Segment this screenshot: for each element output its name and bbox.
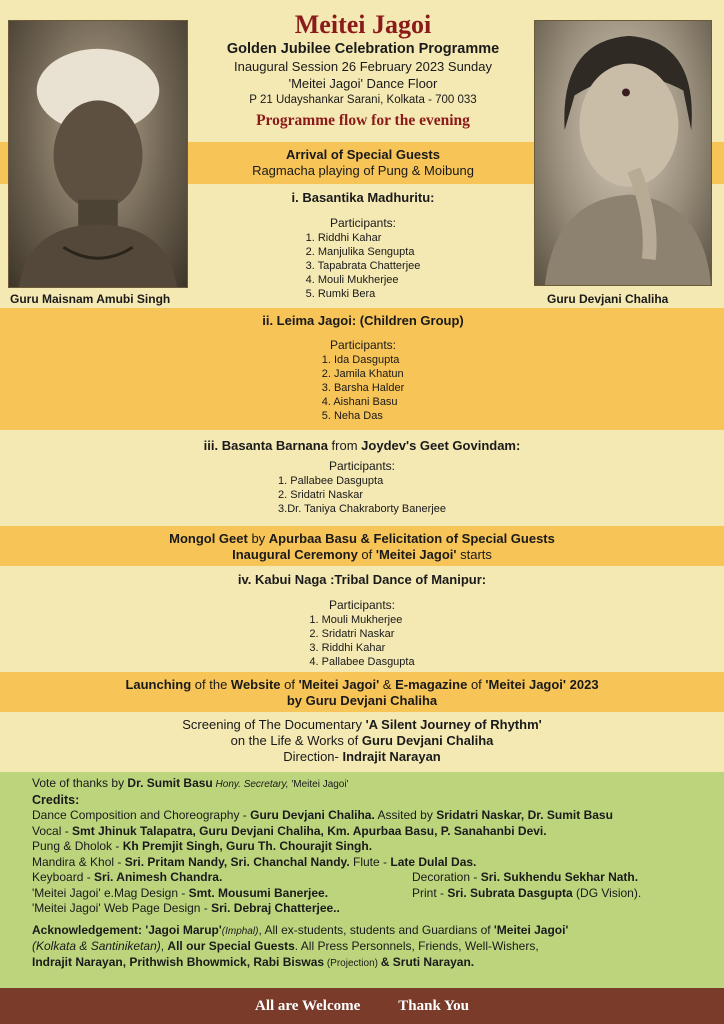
credit-emag-row bbox=[32, 886, 702, 902]
keyboard-a: Keyboard - bbox=[32, 870, 95, 884]
ack-k: (Projection) bbox=[324, 957, 381, 969]
item3-title-b: from bbox=[327, 438, 362, 453]
print-a: Print - bbox=[412, 885, 448, 900]
item3-title-a: iii. Basanta Barnana bbox=[203, 438, 328, 453]
header bbox=[190, 10, 536, 130]
credit-dance bbox=[32, 808, 702, 824]
address-line: P 21 Udayshankar Sarani, Kolkata - 700 033 bbox=[249, 94, 477, 106]
mongol-line1 bbox=[0, 531, 724, 547]
launch-e: 'Meitei Jagoi' bbox=[298, 677, 380, 692]
vote-of-thanks bbox=[32, 776, 702, 793]
page-title: Meitei Jagoi bbox=[294, 10, 432, 39]
left-photo-caption: Guru Maisnam Amubi Singh bbox=[10, 292, 171, 306]
launch-d: of bbox=[280, 677, 299, 692]
keyboard-b: Sri. Animesh Chandra. bbox=[94, 870, 223, 884]
mongol-f: 'Meitei Jagoi' bbox=[375, 547, 457, 562]
dance-b: Guru Devjani Chaliha. bbox=[250, 808, 375, 822]
screening-c: on the Life & Works of bbox=[230, 733, 362, 748]
dance-d: Sridatri Naskar, Dr. Sumit Basu bbox=[436, 808, 613, 822]
welcome-text: All are Welcome bbox=[255, 997, 361, 1014]
participant: 3. Tapabrata Chatterjee bbox=[305, 259, 421, 272]
ack-l: & Sruti Narayan. bbox=[380, 954, 475, 969]
arrival-line: Ragmacha playing of Pung & Moibung bbox=[252, 163, 474, 178]
vote-b: Dr. Sumit Basu bbox=[127, 776, 213, 790]
item2-title: ii. Leima Jagoi: (Children Group) bbox=[262, 313, 464, 328]
vocal-a: Vocal - bbox=[32, 823, 73, 838]
thank-you-text: Thank You bbox=[398, 997, 469, 1014]
screening-d: Guru Devjani Chaliha bbox=[361, 733, 494, 748]
screening-a: Screening of The Documentary bbox=[182, 717, 366, 732]
item4-participants-label: Participants: bbox=[328, 598, 396, 612]
mongol-b: by bbox=[247, 531, 269, 546]
launch-line1 bbox=[0, 677, 724, 693]
screening-line2 bbox=[0, 733, 724, 749]
pung-a: Pung & Dholok - bbox=[32, 839, 123, 853]
credit-pung bbox=[32, 839, 702, 855]
participant: 3. Barsha Halder bbox=[321, 381, 405, 394]
credit-keyboard-row bbox=[32, 870, 702, 886]
mongol-c: Apurbaa Basu & Felicitation of Special Guests bbox=[268, 531, 555, 546]
credits-section bbox=[32, 776, 702, 971]
acknowledgement-line2 bbox=[32, 939, 702, 955]
emag-b: Smt. Mousumi Banerjee. bbox=[188, 885, 329, 900]
ack-a: Acknowledgement: bbox=[32, 922, 146, 937]
screening-b: 'A Silent Journey of Rhythm' bbox=[365, 717, 542, 732]
mongol-g: starts bbox=[456, 547, 492, 562]
launch-c: Website bbox=[230, 677, 281, 692]
launch-i: 'Meitei Jagoi' 2023 bbox=[485, 677, 599, 692]
item3-participants-label: Participants: bbox=[328, 459, 396, 473]
credit-web bbox=[32, 901, 702, 917]
flute-a: Flute - bbox=[349, 854, 391, 869]
item2-participants bbox=[322, 353, 405, 423]
item-kabui-naga bbox=[0, 572, 724, 670]
participant: 1. Pallabee Dasgupta bbox=[278, 474, 384, 487]
participant: 3. Riddhi Kahar bbox=[309, 641, 386, 654]
ack-b: 'Jagoi Marup' bbox=[145, 922, 222, 937]
print-c: (DG Vision). bbox=[572, 885, 642, 900]
participant: 1. Mouli Mukherjee bbox=[309, 613, 403, 626]
mongol-d: Inaugural Ceremony bbox=[232, 547, 358, 562]
item1-title: i. Basantika Madhuritu: bbox=[291, 190, 435, 205]
participant: 3.Dr. Taniya Chakraborty Banerjee bbox=[278, 502, 446, 515]
right-photo-caption: Guru Devjani Chaliha bbox=[547, 292, 669, 306]
participant: 1. Riddhi Kahar bbox=[305, 231, 382, 244]
participant: 5. Rumki Bera bbox=[305, 287, 376, 300]
vocal-b: Smt Jhinuk Talapatra, Guru Devjani Chaliha, Km. Apurbaa Basu, P. Sanahanbi Devi. bbox=[72, 823, 547, 838]
participant: 1. Ida Dasgupta bbox=[321, 353, 400, 366]
guru-amubi-singh-photo bbox=[8, 20, 188, 288]
ack-f: (Kolkata & Santiniketan) bbox=[32, 939, 161, 953]
item3-participants bbox=[278, 474, 446, 516]
dance-c: Assited by bbox=[374, 808, 437, 822]
participant: 2. Jamila Khatun bbox=[321, 367, 404, 380]
mongol-e: of bbox=[357, 547, 376, 562]
credit-vocal bbox=[32, 824, 702, 840]
programme-flow-heading: Programme flow for the evening bbox=[256, 112, 470, 129]
mongol-geet-section bbox=[0, 531, 724, 563]
ack-c: (Imphal) bbox=[221, 925, 259, 937]
launch-a: Launching bbox=[125, 677, 192, 692]
participant: 5. Neha Das bbox=[321, 409, 383, 422]
launch-f: & bbox=[379, 677, 396, 692]
vote-c: Hony. Secretary, bbox=[212, 779, 289, 790]
launch-section bbox=[0, 677, 724, 709]
mandira-a: Mandira & Khol - bbox=[32, 854, 125, 869]
item-leima-jagoi bbox=[190, 313, 536, 424]
emag-a: 'Meitei Jagoi' e.Mag Design - bbox=[32, 885, 189, 900]
participant: 2. Manjulika Sengupta bbox=[305, 245, 415, 258]
ack-j: Indrajit Narayan, Prithwish Bhowmick, Rabi Biswas bbox=[32, 954, 325, 969]
pung-b: Kh Premjit Singh, Guru Th. Chourajit Singh. bbox=[122, 839, 373, 853]
ack-h: All our Special Guests bbox=[167, 939, 295, 953]
print-b: Sri. Subrata Dasgupta bbox=[447, 885, 573, 900]
guru-devjani-chaliha-photo bbox=[534, 20, 712, 286]
web-a: 'Meitei Jagoi' Web Page Design - bbox=[32, 901, 212, 915]
flute-b: Late Dulal Das. bbox=[390, 854, 477, 869]
screening-line3 bbox=[0, 749, 724, 765]
launch-line2: by Guru Devjani Chaliha bbox=[286, 693, 438, 708]
item1-participants-label: Participants: bbox=[329, 216, 397, 230]
item3-title bbox=[0, 438, 724, 454]
mandira-b: Sri. Pritam Nandy, Sri. Chanchal Nandy. bbox=[124, 854, 350, 869]
item-basantika bbox=[190, 190, 536, 302]
participant: 2. Sridatri Naskar bbox=[309, 627, 395, 640]
mongol-line2 bbox=[0, 547, 724, 563]
web-b: Sri. Debraj Chatterjee.. bbox=[211, 901, 340, 915]
vote-a: Vote of thanks by bbox=[32, 776, 128, 790]
mongol-a: Mongol Geet bbox=[169, 531, 248, 546]
ack-e: 'Meitei Jagoi' bbox=[493, 922, 569, 937]
screening-e: Direction- bbox=[283, 749, 343, 764]
participant: 4. Aishani Basu bbox=[321, 395, 398, 408]
venue-line: 'Meitei Jagoi' Dance Floor bbox=[288, 76, 438, 91]
item-basanta-barnana bbox=[0, 438, 724, 517]
item4-title: iv. Kabui Naga :Tribal Dance of Manipur: bbox=[237, 572, 487, 587]
arrival-title: Arrival of Special Guests bbox=[286, 147, 440, 162]
item3-title-c: Joydev's Geet Govindam: bbox=[361, 438, 521, 453]
dance-a: Dance Composition and Choreography - bbox=[32, 808, 251, 822]
footer-bar bbox=[0, 988, 724, 1024]
item1-participants bbox=[306, 231, 421, 301]
participant: 4. Pallabee Dasgupta bbox=[309, 655, 415, 668]
arrival-section bbox=[190, 147, 536, 179]
ack-i: . All Press Personnels, Friends, Well-Wishers, bbox=[294, 939, 539, 953]
decoration-b: Sri. Sukhendu Sekhar Nath. bbox=[480, 870, 639, 884]
launch-b: of the bbox=[191, 677, 231, 692]
ack-g: , bbox=[160, 939, 168, 953]
session-line: Inaugural Session 26 February 2023 Sunday bbox=[233, 59, 492, 74]
ack-d: , All ex-students, students and Guardians of bbox=[258, 922, 494, 937]
item2-participants-label: Participants: bbox=[329, 338, 397, 352]
item4-participants bbox=[309, 613, 414, 669]
decoration-a: Decoration - bbox=[412, 870, 481, 884]
credits-heading: Credits: bbox=[32, 792, 80, 807]
launch-h: of bbox=[467, 677, 486, 692]
screening-f: Indrajit Narayan bbox=[342, 749, 441, 764]
launch-g: E-magazine bbox=[395, 677, 468, 692]
participant: 4. Mouli Mukherjee bbox=[305, 273, 399, 286]
subtitle: Golden Jubilee Celebration Programme bbox=[226, 41, 500, 57]
vote-d: 'Meitei Jagoi' bbox=[288, 779, 349, 790]
screening-section bbox=[0, 717, 724, 765]
acknowledgement-line1 bbox=[32, 923, 702, 940]
credit-mandira bbox=[32, 855, 702, 871]
participant: 2. Sridatri Naskar bbox=[278, 488, 363, 501]
acknowledgement-line3 bbox=[32, 955, 702, 972]
screening-line1 bbox=[0, 717, 724, 733]
